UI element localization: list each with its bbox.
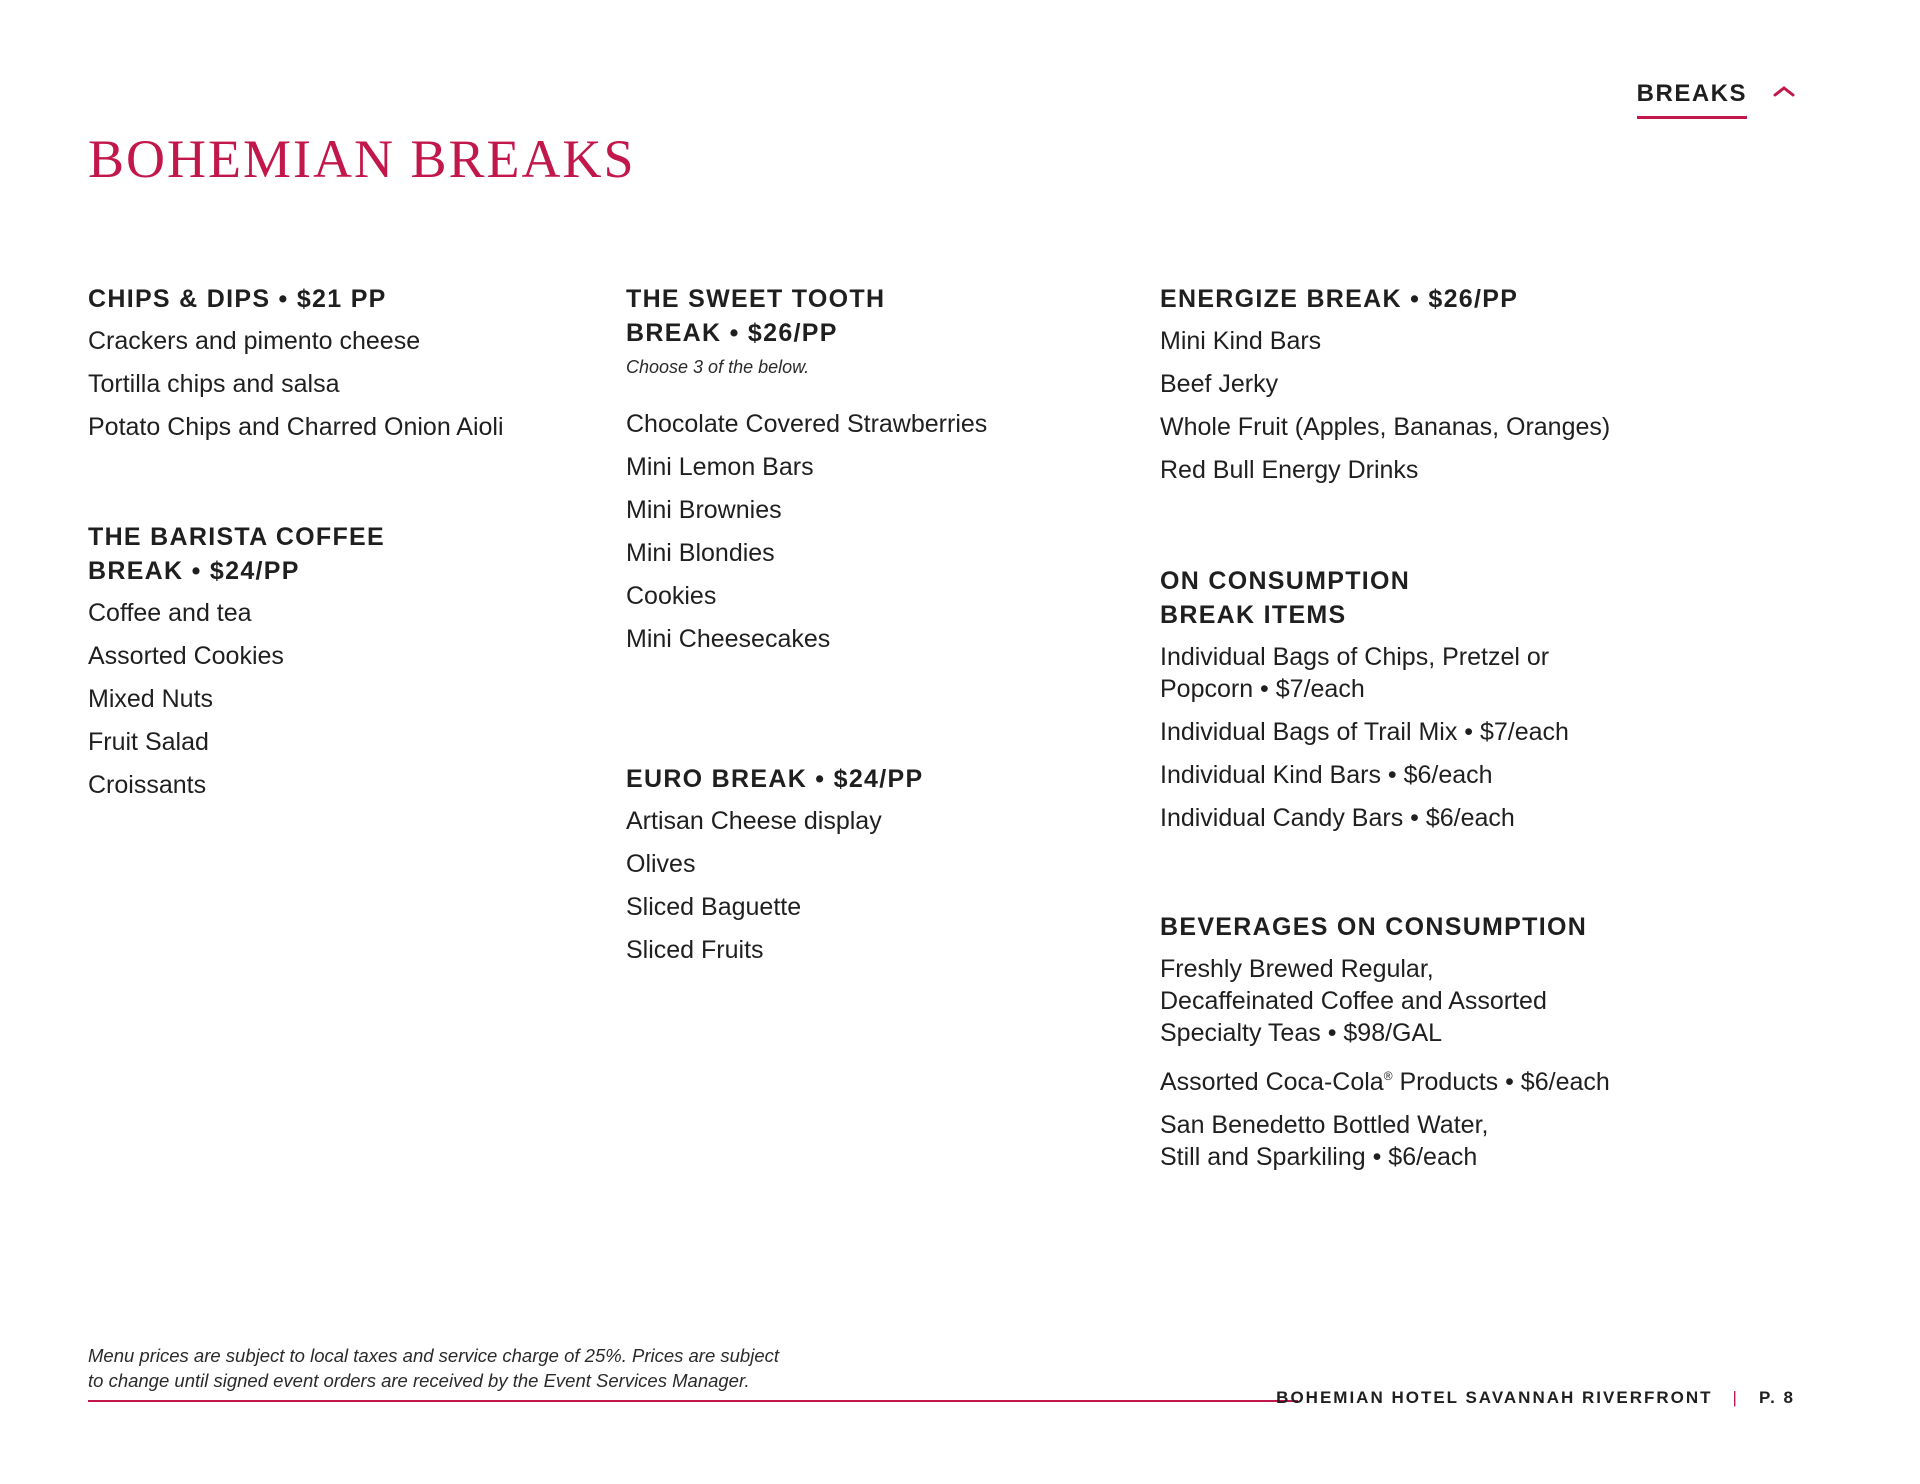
menu-item: Individual Candy Bars • $6/each [1160,804,1515,832]
menu-item: Freshly Brewed Regular, Decaffeinated Coffee and Assorted Specialty Teas • $98/GAL [1160,955,1547,1047]
hotel-name: BOHEMIAN HOTEL SAVANNAH RIVERFRONT [1276,1388,1713,1407]
menu-item: Mini Brownies [626,496,782,524]
menu-item: Red Bull Energy Drinks [1160,456,1419,484]
menu-item: Croissants [88,771,207,799]
section-title: ON CONSUMPTION BREAK ITEMS [1160,567,1411,629]
menu-section-energize [1160,282,1720,564]
footer-page-info [1276,1388,1795,1408]
menu-item: Whole Fruit (Apples, Bananas, Oranges) [1160,413,1611,441]
breaks-tab-label[interactable]: BREAKS [1637,80,1747,119]
menu-item: Potato Chips and Charred Onion Aioli [88,413,504,441]
menu-item: Crackers and pimento cheese [88,327,421,355]
menu-item: Cookies [626,582,717,610]
item-list [626,805,1146,966]
menu-item: Olives [626,850,696,878]
menu-item: Beef Jerky [1160,370,1279,398]
footer-disclaimer: Menu prices are subject to local taxes and service charge of 25%. Prices are subject to change until signed event orders are received by the Event Services Manager. [88,1345,780,1391]
menu-section-beverages [1160,910,1720,1173]
menu-item: Chocolate Covered Strawberries [626,410,988,438]
breaks-nav-tab[interactable] [1637,80,1795,119]
menu-item: Mini Kind Bars [1160,327,1322,355]
section-title: EURO BREAK • $24/PP [626,765,924,793]
menu-item: San Benedetto Bottled Water, Still and Sparkiling • $6/each [1160,1111,1489,1171]
item-list [1160,953,1720,1173]
item-list [1160,325,1720,486]
item-list [88,325,608,443]
footer-divider [88,1400,1298,1402]
menu-item: Artisan Cheese display [626,807,882,835]
menu-item: Individual Bags of Chips, Pretzel or Popcorn • $7/each [1160,643,1550,703]
item-list [88,597,608,801]
menu-section-chips-dips [88,282,608,460]
menu-item: Individual Kind Bars • $6/each [1160,761,1493,789]
menu-section-sweet-tooth [626,282,1146,762]
menu-column-1 [88,282,608,812]
menu-item: Individual Bags of Trail Mix • $7/each [1160,718,1569,746]
chevron-up-icon[interactable] [1773,84,1795,98]
section-title: CHIPS & DIPS • $21 PP [88,285,387,313]
menu-item: Mini Cheesecakes [626,625,831,653]
page-title: BOHEMIAN BREAKS [88,129,636,189]
menu-item: Sliced Fruits [626,936,764,964]
item-list [626,408,1146,655]
page-number: P. 8 [1758,1388,1795,1407]
footer-separator: | [1732,1388,1739,1407]
section-note: Choose 3 of the below. [626,357,810,377]
menu-column-3 [1160,282,1720,1184]
section-title: BEVERAGES ON CONSUMPTION [1160,913,1588,941]
section-title: ENERGIZE BREAK • $26/PP [1160,285,1519,313]
section-title: THE BARISTA COFFEE BREAK • $24/PP [88,523,386,585]
menu-item: Sliced Baguette [626,893,802,921]
menu-section-barista [88,520,608,801]
menu-item: Tortilla chips and salsa [88,370,340,398]
menu-item: Assorted Coca-Cola® Products • $6/each [1160,1068,1610,1096]
menu-item: Mini Blondies [626,539,775,567]
menu-item: Fruit Salad [88,728,209,756]
menu-item: Coffee and tea [88,599,252,627]
menu-column-2 [626,282,1146,977]
menu-item: Assorted Cookies [88,642,284,670]
section-title: THE SWEET TOOTH BREAK • $26/PP [626,285,886,347]
menu-item: Mixed Nuts [88,685,214,713]
menu-item: Mini Lemon Bars [626,453,814,481]
menu-section-euro [626,762,1146,966]
menu-section-on-consumption [1160,564,1720,910]
item-list [1160,641,1720,834]
